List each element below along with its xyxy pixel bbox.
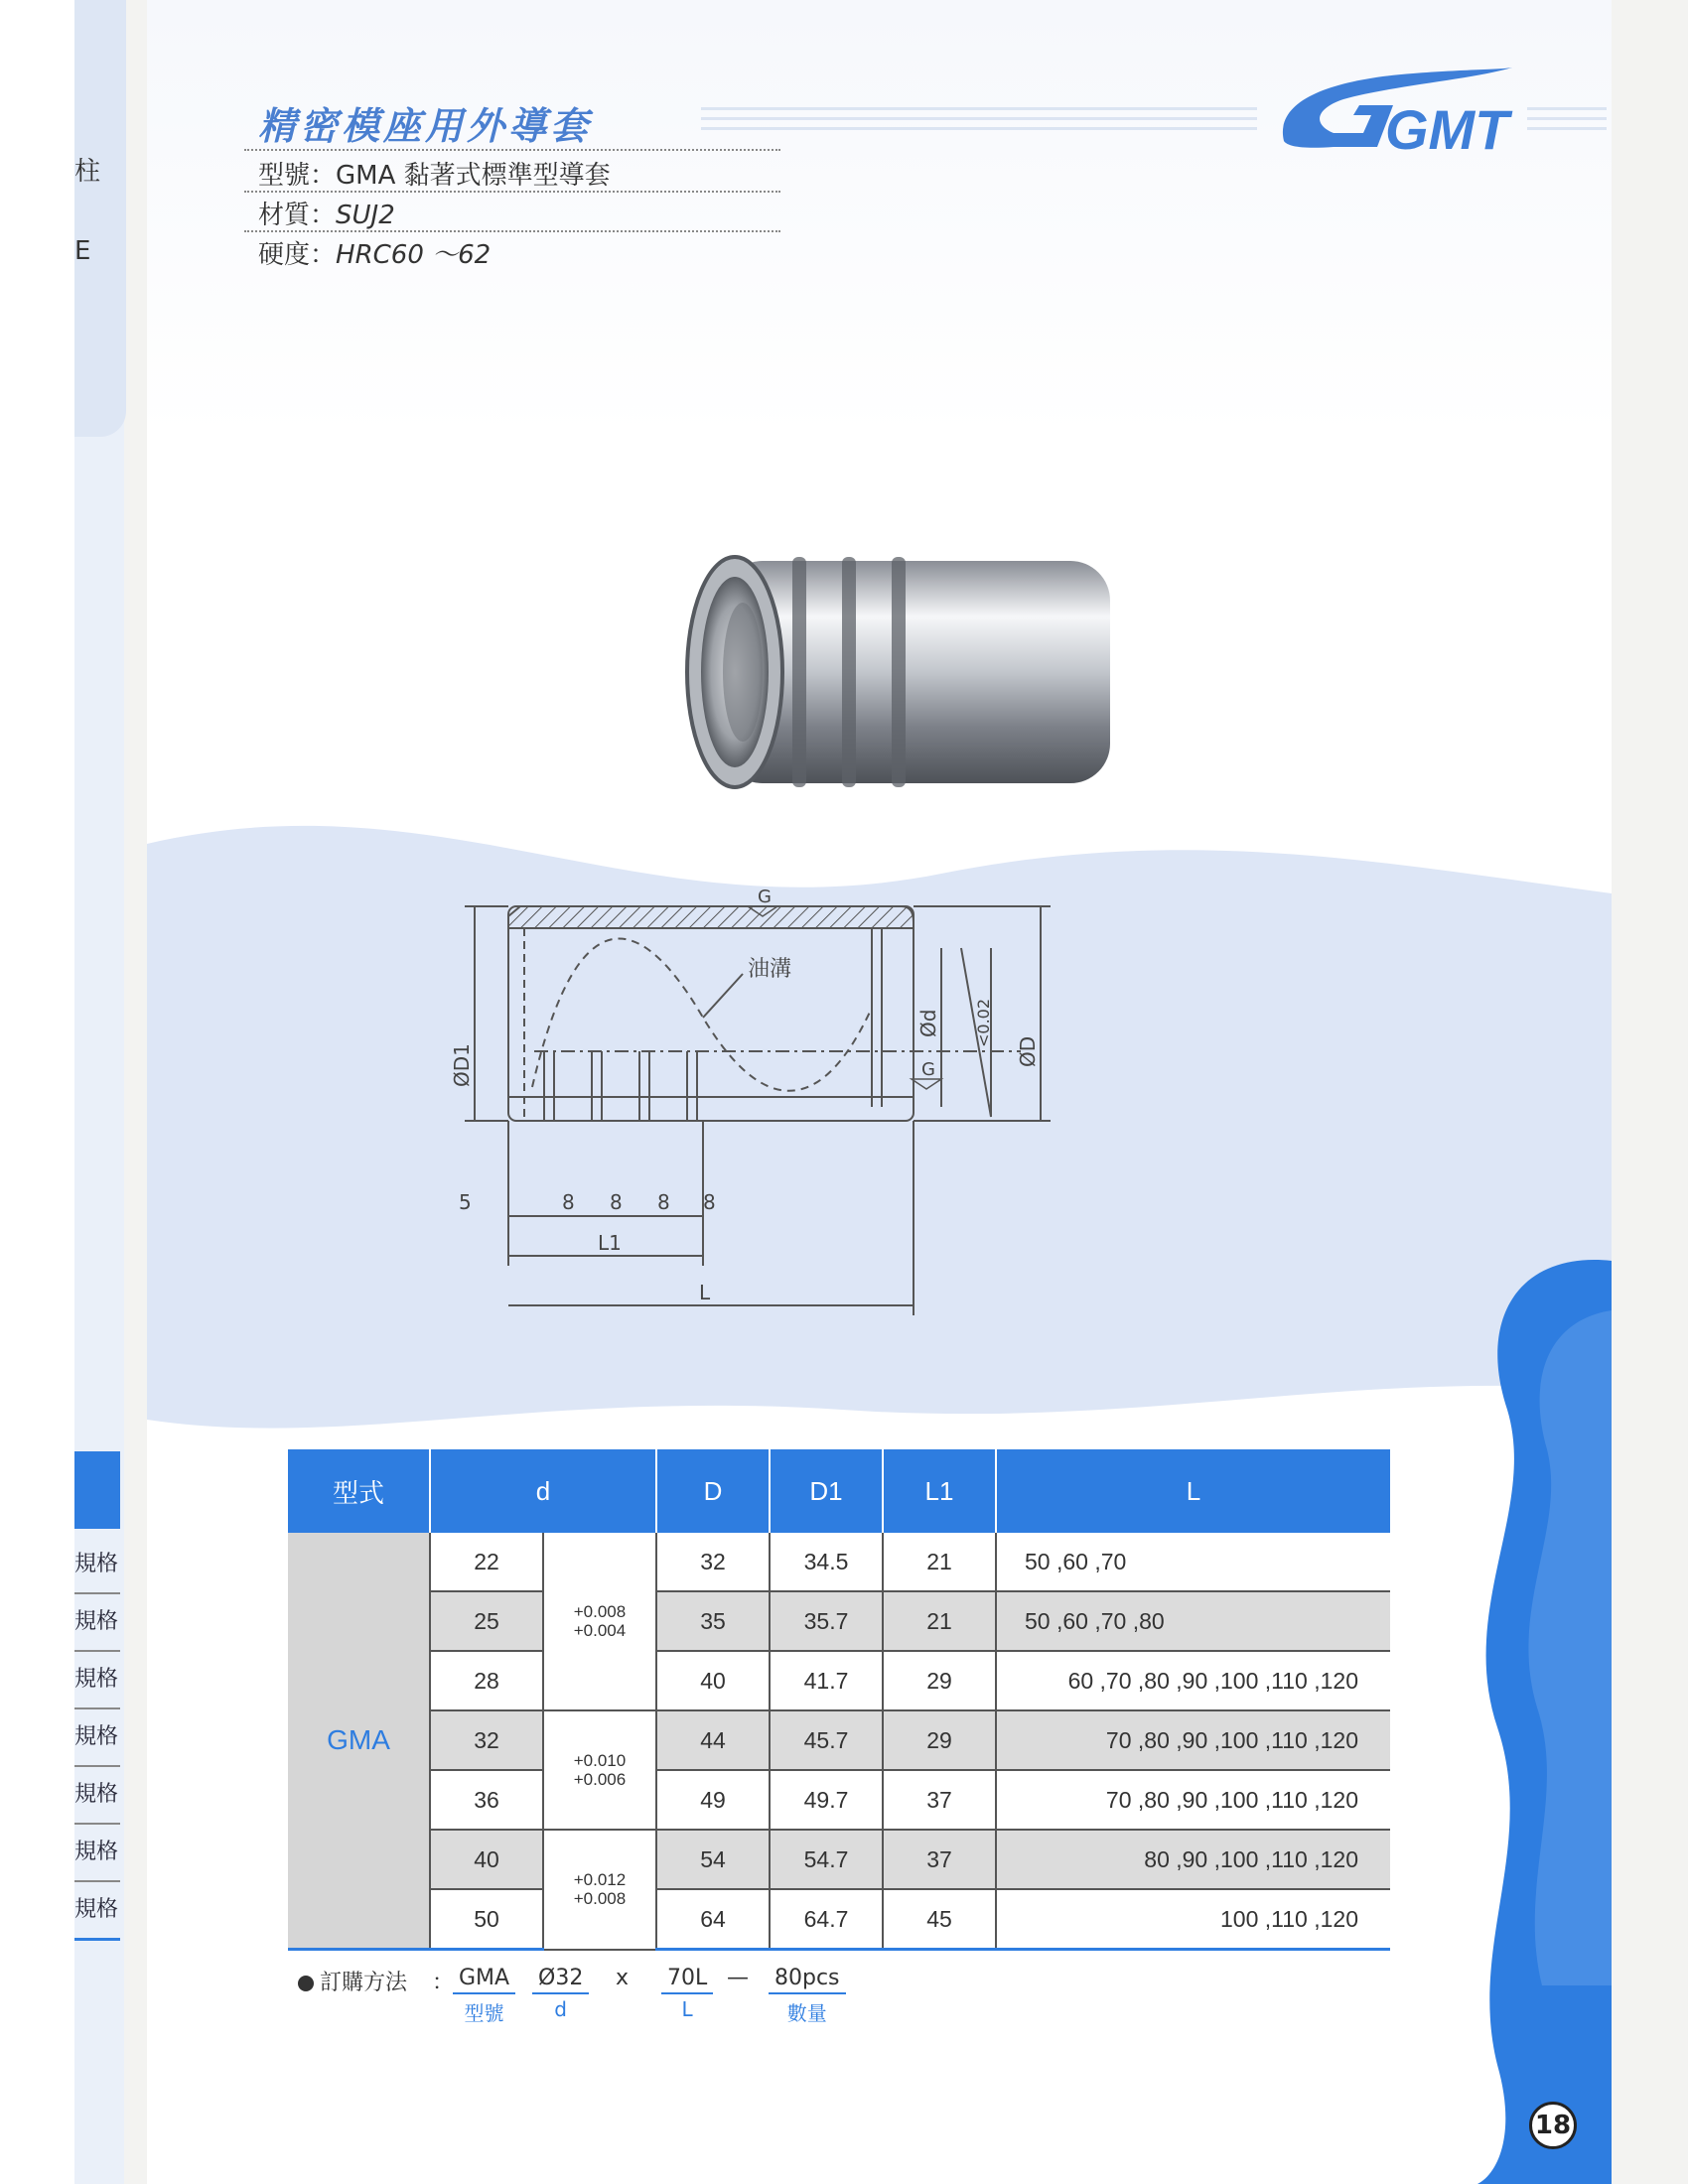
cell-D1: 54.7 (770, 1830, 883, 1889)
cell-D1: 64.7 (770, 1889, 883, 1950)
hardness-value: HRC60 ～62 (336, 240, 492, 270)
order-value: 80pcs (769, 1966, 846, 1994)
header-d: d (430, 1449, 656, 1533)
cell-L: 70 ,80 ,90 ,100 ,110 ,120 (996, 1710, 1390, 1770)
divider (244, 191, 780, 193)
header-L: L (996, 1449, 1390, 1533)
cell-D: 54 (656, 1830, 770, 1889)
spacing-label: 8 (610, 1190, 623, 1214)
table-row (288, 1889, 1390, 1950)
cell-D: 44 (656, 1710, 770, 1770)
decor-line (1527, 107, 1607, 110)
cell-D1: 49.7 (770, 1770, 883, 1830)
model-value: GMA 黏著式標準型導套 (336, 161, 611, 191)
cell-L1: 29 (883, 1651, 996, 1710)
previous-page-item: 規格 (74, 1825, 120, 1882)
order-caption: 型號 (464, 2001, 504, 2025)
l1-label: L1 (598, 1231, 622, 1255)
cell-D: 40 (656, 1651, 770, 1710)
header-type: 型式 (288, 1449, 430, 1533)
g-mark-bore: G (921, 1059, 935, 1080)
specification-table (288, 1449, 1390, 1951)
order-colon: ： (432, 1971, 455, 1995)
groove-width-label: 5 (459, 1190, 472, 1214)
previous-page-header (74, 1451, 120, 1529)
cell-D: 32 (656, 1533, 770, 1591)
header-D1: D1 (770, 1449, 883, 1533)
runout-label: <0.02 (974, 998, 993, 1047)
order-caption: L (681, 1997, 693, 2021)
previous-page-item: 規格 (74, 1882, 120, 1941)
hardness-spec (258, 234, 491, 271)
cell-L: 80 ,90 ,100 ,110 ,120 (996, 1830, 1390, 1889)
catalog-page (147, 0, 1612, 2184)
cell-d: 40 (430, 1830, 543, 1889)
g-mark-top: G (758, 888, 772, 907)
previous-page-item: 規格 (74, 1709, 120, 1767)
previous-page-item: 規格 (74, 1767, 120, 1825)
divider (244, 230, 780, 232)
previous-page-item: 規格 (74, 1594, 120, 1652)
D-label: ØD (1016, 1035, 1040, 1067)
cell-L1: 21 (883, 1591, 996, 1651)
header-L1: L1 (883, 1449, 996, 1533)
cell-L1: 37 (883, 1770, 996, 1830)
tolerance-upper: +0.010 (573, 1751, 627, 1770)
cell-L: 100 ,110 ,120 (996, 1889, 1390, 1950)
background-left (0, 0, 74, 2184)
cell-L1: 37 (883, 1830, 996, 1889)
cell-D1: 41.7 (770, 1651, 883, 1710)
spacing-label: 8 (657, 1190, 670, 1214)
cell-D: 35 (656, 1591, 770, 1651)
cell-D1: 45.7 (770, 1710, 883, 1770)
spacing-label: 8 (562, 1190, 575, 1214)
page-title: 精密模座用外導套 (258, 104, 593, 148)
decor-line (1527, 127, 1607, 130)
company-logo (1274, 60, 1522, 169)
table-row (288, 1651, 1390, 1710)
d-label: Ød (916, 1009, 940, 1037)
previous-page-item: 規格 (74, 1652, 120, 1709)
tolerance-lower: +0.008 (573, 1889, 627, 1909)
cell-d: 22 (430, 1533, 543, 1591)
technical-drawing (405, 888, 1100, 1355)
order-item-L (661, 1966, 713, 2021)
model-label: 型號： (258, 161, 337, 191)
decor-line (701, 127, 1257, 130)
page-number: 18 (1529, 2102, 1577, 2149)
cell-d: 36 (430, 1770, 543, 1830)
cell-L1: 21 (883, 1533, 996, 1591)
cell-tolerance (543, 1830, 656, 1950)
table-header-row (288, 1449, 1390, 1533)
d1-label: ØD1 (450, 1043, 474, 1087)
order-label: 訂購方法 (320, 1971, 408, 1995)
cell-d: 28 (430, 1651, 543, 1710)
tolerance-upper: +0.008 (573, 1602, 627, 1621)
cell-D: 64 (656, 1889, 770, 1950)
order-value: GMA (453, 1966, 515, 1994)
order-caption: 數量 (786, 2001, 827, 2025)
cell-d: 25 (430, 1591, 543, 1651)
previous-page-item: 規格 (74, 1537, 120, 1594)
table-row (288, 1770, 1390, 1830)
decor-line (701, 117, 1257, 120)
cell-L1: 45 (883, 1889, 996, 1950)
order-method (298, 1966, 454, 1996)
cell-L: 50 ,60 ,70 (996, 1533, 1390, 1591)
cell-L: 50 ,60 ,70 ,80 (996, 1591, 1390, 1651)
tolerance-upper: +0.012 (573, 1870, 627, 1890)
cell-L1: 29 (883, 1710, 996, 1770)
table-row (288, 1830, 1390, 1889)
model-spec (258, 155, 611, 192)
table-row (288, 1533, 1390, 1591)
order-value: 70L (661, 1966, 713, 1994)
table-row (288, 1591, 1390, 1651)
cell-d: 32 (430, 1710, 543, 1770)
logo-text: GMT (1385, 98, 1509, 161)
model-cell: GMA (288, 1533, 430, 1950)
tolerance-lower: +0.006 (573, 1770, 627, 1789)
cell-D1: 35.7 (770, 1591, 883, 1651)
order-item-quantity (769, 1966, 846, 2026)
guide-bushing-photo (673, 551, 1140, 799)
cell-D: 49 (656, 1770, 770, 1830)
table-row (288, 1710, 1390, 1770)
oil-groove-label: 油溝 (748, 957, 792, 982)
bullet-icon (298, 1976, 314, 1991)
hardness-label: 硬度： (258, 240, 337, 270)
order-dash: — (727, 1966, 749, 1990)
previous-page-tab (74, 0, 126, 437)
order-item-model (453, 1966, 515, 2026)
header-D: D (656, 1449, 770, 1533)
material-label: 材質： (258, 201, 337, 230)
tolerance-lower: +0.004 (573, 1621, 627, 1640)
cell-L: 60 ,70 ,80 ,90 ,100 ,110 ,120 (996, 1651, 1390, 1710)
divider (244, 149, 780, 151)
cell-tolerance (543, 1710, 656, 1830)
previous-page-text: E (74, 236, 91, 266)
l-label: L (699, 1281, 711, 1304)
decor-line (1527, 117, 1607, 120)
previous-page-text: 柱 (74, 157, 101, 187)
cell-L: 70 ,80 ,90 ,100 ,110 ,120 (996, 1770, 1390, 1830)
order-x: x (616, 1966, 630, 1990)
material-value: SUJ2 (336, 201, 395, 230)
decor-line (701, 107, 1257, 110)
cell-tolerance (543, 1533, 656, 1710)
order-item-d (532, 1966, 589, 2021)
cell-D1: 34.5 (770, 1533, 883, 1591)
material-spec (258, 195, 395, 231)
cell-d: 50 (430, 1889, 543, 1950)
order-value: Ø32 (532, 1966, 589, 1994)
order-caption: d (554, 1997, 567, 2021)
spacing-label: 8 (703, 1190, 716, 1214)
